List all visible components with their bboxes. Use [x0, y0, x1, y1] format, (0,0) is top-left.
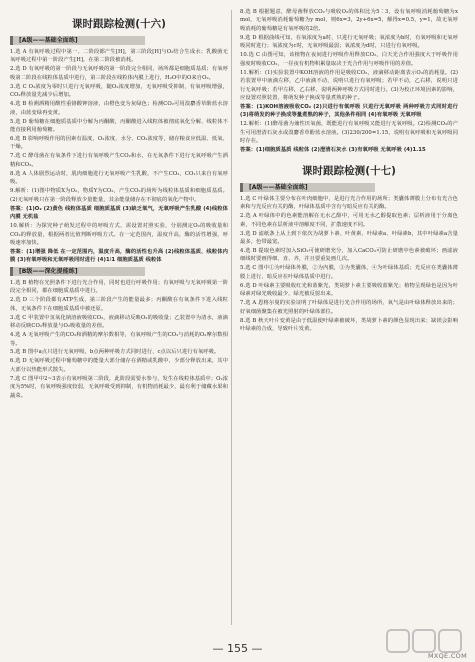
answer-paragraph: 7.选 C 图甲中2~3表示有氧呼吸第二阶段，此阶段需要水参与，发生在线粒体基质中；O₂浓度为5%时，有氧呼吸强度较弱，无氧呼吸受到抑制，有机物消耗最少，最有利于储藏水果和蔬菜。: [10, 375, 228, 399]
answer-paragraph: 3.选 D 滤纸条上从上到下依次为胡萝卜素、叶黄素、叶绿素a、叶绿素b，其中叶绿素a含量最多，色带最宽。: [240, 230, 458, 245]
answer-paragraph: 10.解析：为探究种子萌发过程中的呼吸方式，需设置对照实验，分别测定O₂的吸收量和CO₂的释放量，根据两者比值判断呼吸方式。在一定范围内，温度升高，酶的活性增强，呼吸速率加快。: [10, 223, 228, 246]
answer-paragraph: 3.选 C O₂浓度为零时只进行无氧呼吸，随O₂浓度增加，无氧呼吸受抑制，有氧呼吸增强，CO₂释放量先减少后增加。: [10, 83, 228, 99]
band-a-basic-17: [A级——基础全面练]: [240, 183, 375, 192]
answer-paragraph: 6.选 D 叶绿素主要吸收红光和蓝紫光，类胡萝卜素主要吸收蓝紫光；植物呈现绿色是因为叶绿素对绿光吸收最少，绿光被反射出来。: [240, 282, 458, 298]
answer-paragraph: 6.选 B 影响呼吸作用的因素有温度、O₂浓度、水分、CO₂浓度等，储存粮食应低温、低氧、干燥。: [10, 136, 228, 151]
answer-paragraph: 答案：(1)增强 降低 在一定范围内，温度升高，酶的活性也升高 (2)线粒体基质、线粒体内膜 (3)有氧呼吸和无氧呼吸同时进行 (4)1∶1 细胞质基质 线粒体: [10, 248, 228, 264]
answer-paragraph: 2.选 A 叶绿体中的色素能溶解在无水乙醇中，可用无水乙醇提取色素；层析液用于分离色素，不同色素在层析液中溶解度不同，扩散速度不同。: [240, 213, 458, 228]
answer-paragraph: 7.选 A 恩格尔曼的实验证明了叶绿体是进行光合作用的场所，氧气是由叶绿体释放出来的；好氧细菌聚集在被光照射的叶绿体部位。: [240, 300, 458, 315]
answer-paragraph: 8.选 B 根据题意，酵母菌释放CO₂与吸收O₂的体积比为5∶3，设有氧呼吸消耗葡萄糖为x mol，无氧呼吸消耗葡萄糖为y mol，则6x=3，2y+6x=5，解得x=0.5，y=1，故无氧呼吸消耗的葡萄糖是有氧呼吸的2倍。: [240, 9, 458, 32]
page-number: — 155 —: [212, 642, 263, 655]
answer-paragraph: 1.选 C 叶绿体主要分布在叶肉细胞中，是进行光合作用的场所；类囊体薄膜上分布有光合色素和与光反应有关的酶，叶绿体基质中含有与暗反应有关的酶。: [240, 195, 458, 211]
left-column: [10, 8, 228, 632]
answers-b-list: [10, 279, 228, 400]
answer-paragraph: 10.选 C 由图可知，该植物在夜间进行呼吸作用释放CO₂，白天光合作用强度大于呼吸作用强度时吸收CO₂，一昼夜有机物积累量取决于光合作用与呼吸作用的差值。: [240, 52, 458, 67]
answer-paragraph: 答案：(1)O₂ (2)黄色 线粒体基质 细胞质基质 (3)缺乏氧气，无氧呼吸产生乳酸 (4)线粒体内膜 无机盐: [10, 205, 228, 221]
answer-paragraph: 2.选 D 有氧呼吸的第一阶段与无氧呼吸的第一阶段完全相同，场所都是细胞质基质；有氧呼吸第二阶段在线粒体基质中进行，第三阶段在线粒体内膜上进行，H₂O中的O来自O₂。: [10, 66, 228, 81]
answer-paragraph: 5.选 D 葡萄糖在细胞质基质中分解为丙酮酸，丙酮酸进入线粒体被彻底氧化分解，线粒体不能直接利用葡萄糖。: [10, 118, 228, 134]
column-divider: [231, 10, 232, 625]
watermark-text: MXQE.COM: [427, 652, 467, 660]
answer-paragraph: 1.选 A 有氧呼吸过程中第一、二阶段都产生[H]，第三阶段[H]与O₂结合生成水；乳酸菌无氧呼吸过程中第一阶段产生[H]，在第二阶段被消耗。: [10, 49, 228, 64]
answer-paragraph: 4.选 B 提取色素时加入SiO₂可使研磨充分，加入CaCO₃可防止研磨中色素被破坏；画滤液细线时要画得细、直、齐，并且要重复画几次。: [240, 247, 458, 263]
answers-17-list: [240, 195, 458, 334]
section-title-16: 课时跟踪检测(十六): [71, 18, 167, 30]
answer-paragraph: 4.选 B 检测酒精用酸性重铬酸钾溶液，由橙色变为灰绿色；检测CO₂可用溴麝香草酚蓝水溶液，由蓝变绿再变黄。: [10, 101, 228, 116]
answer-paragraph: 4.选 A 无氧呼吸产生的CO₂和酒精的摩尔数相等，有氧呼吸产生的CO₂与消耗的O₂摩尔数相等。: [10, 332, 228, 347]
answers-a-list: [10, 48, 228, 265]
answer-paragraph: 11.解析：(1)实验装置中KOH溶液的作用是吸收CO₂，液滴移动距离表示O₂的消耗量。(2)若装置甲中液滴左移，乙中液滴不动，说明只进行有氧呼吸；若甲不动，乙右移，说明只进行无氧呼吸；若甲左移，乙右移，说明两种呼吸方式同时进行。(3)为校正环境因素的影响，应设置对照装置，将萌发种子换成等量煮熟的种子。: [240, 69, 458, 102]
answer-paragraph: 答案：(1)细胞质基质 线粒体 (2)澄清石灰水 (3)有氧呼吸 无氧呼吸 (4)1.15: [240, 147, 426, 154]
answer-paragraph: 8.选 A 人体剧烈运动时，肌肉细胞进行无氧呼吸产生乳酸，不产生CO₂，CO₂只来自有氧呼吸。: [10, 170, 228, 186]
band-b-advanced: [B级——深化提能练]: [10, 267, 145, 276]
answer-paragraph: 8.选 B 秋天叶片变黄是由于低温使叶绿素被破坏，类胡萝卜素的颜色显现出来；缺镁会影响叶绿素的合成，导致叶片发黄。: [240, 317, 458, 332]
band-a-basic: [A级——基础全面练]: [10, 36, 145, 45]
answer-paragraph: 5.选 C 图中①为叶绿体外膜，②为内膜，③为类囊体，④为叶绿体基质；光反应在类囊体薄膜上进行，暗反应在叶绿体基质中进行。: [240, 265, 458, 280]
answer-paragraph: 7.选 C 酵母菌在有氧条件下进行有氧呼吸产生CO₂和水，在无氧条件下进行无氧呼吸产生酒精和CO₂。: [10, 153, 228, 168]
answer-paragraph: 9.选 D 根据曲线可知，在氧浓度为a时，只进行无氧呼吸；氧浓度为b时，有氧呼吸和无氧呼吸同时进行；氧浓度为c时，无氧呼吸最弱；氧浓度为d时，只进行有氧呼吸。: [240, 34, 458, 50]
answer-paragraph: 9.解析：(1)图中物质X为O₂，物质Y为CO₂，产生CO₂的场所为线粒体基质和细胞质基质。(2)无氧呼吸只在第一阶段释放少量能量，其余能量储存在不彻底的氧化产物中。: [10, 188, 228, 203]
answer-paragraph: 1.选 B 植物在光照条件下进行光合作用，同时也进行呼吸作用；有氧呼吸与无氧呼吸第一阶段完全相同，都在细胞质基质中进行。: [10, 279, 228, 295]
answer-paragraph: 答案：(1)KOH溶液吸收CO₂ (2)只进行有氧呼吸 只进行无氧呼吸 两种呼吸方式同时进行 (3)将萌发的种子换成等量煮熟的种子，其他条件相同 (4)有氧呼吸 无氧呼吸: [240, 103, 458, 119]
answer-paragraph: 5.选 B 图中a点只进行无氧呼吸，b点两种呼吸方式同时进行，c点以后只进行有氧呼吸。: [10, 349, 220, 356]
section-title-17: 课时跟踪检测(十七): [301, 164, 397, 177]
answer-paragraph: 3.选 C 甲装置中氢氧化钠溶液吸收CO₂，液滴移动反映O₂的吸收量；乙装置中为清水，液滴移动反映CO₂释放量与O₂吸收量的差值。: [10, 314, 228, 330]
answers-continued-list: [240, 8, 458, 155]
right-column: [240, 8, 458, 628]
answer-paragraph: 6.选 D 无氧呼吸过程中葡萄糖中的能量大部分储存在酒精或乳酸中，少部分释放出来，其中大部分以热能形式散失。: [10, 358, 228, 373]
answer-paragraph: 12.解析：(1)酵母菌为兼性厌氧菌，既能进行有氧呼吸又能进行无氧呼吸。(2)检测CO₂的产生可用澄清石灰水或溴麝香草酚蓝水溶液。(3)230/200=1.15，说明有氧呼吸和无氧呼吸同时存在。: [240, 121, 458, 145]
answer-paragraph: 2.选 D 三个阶段都有ATP生成，第三阶段产生的能量最多；丙酮酸在有氧条件下进入线粒体，无氧条件下在细胞质基质中被还原。: [10, 297, 228, 312]
